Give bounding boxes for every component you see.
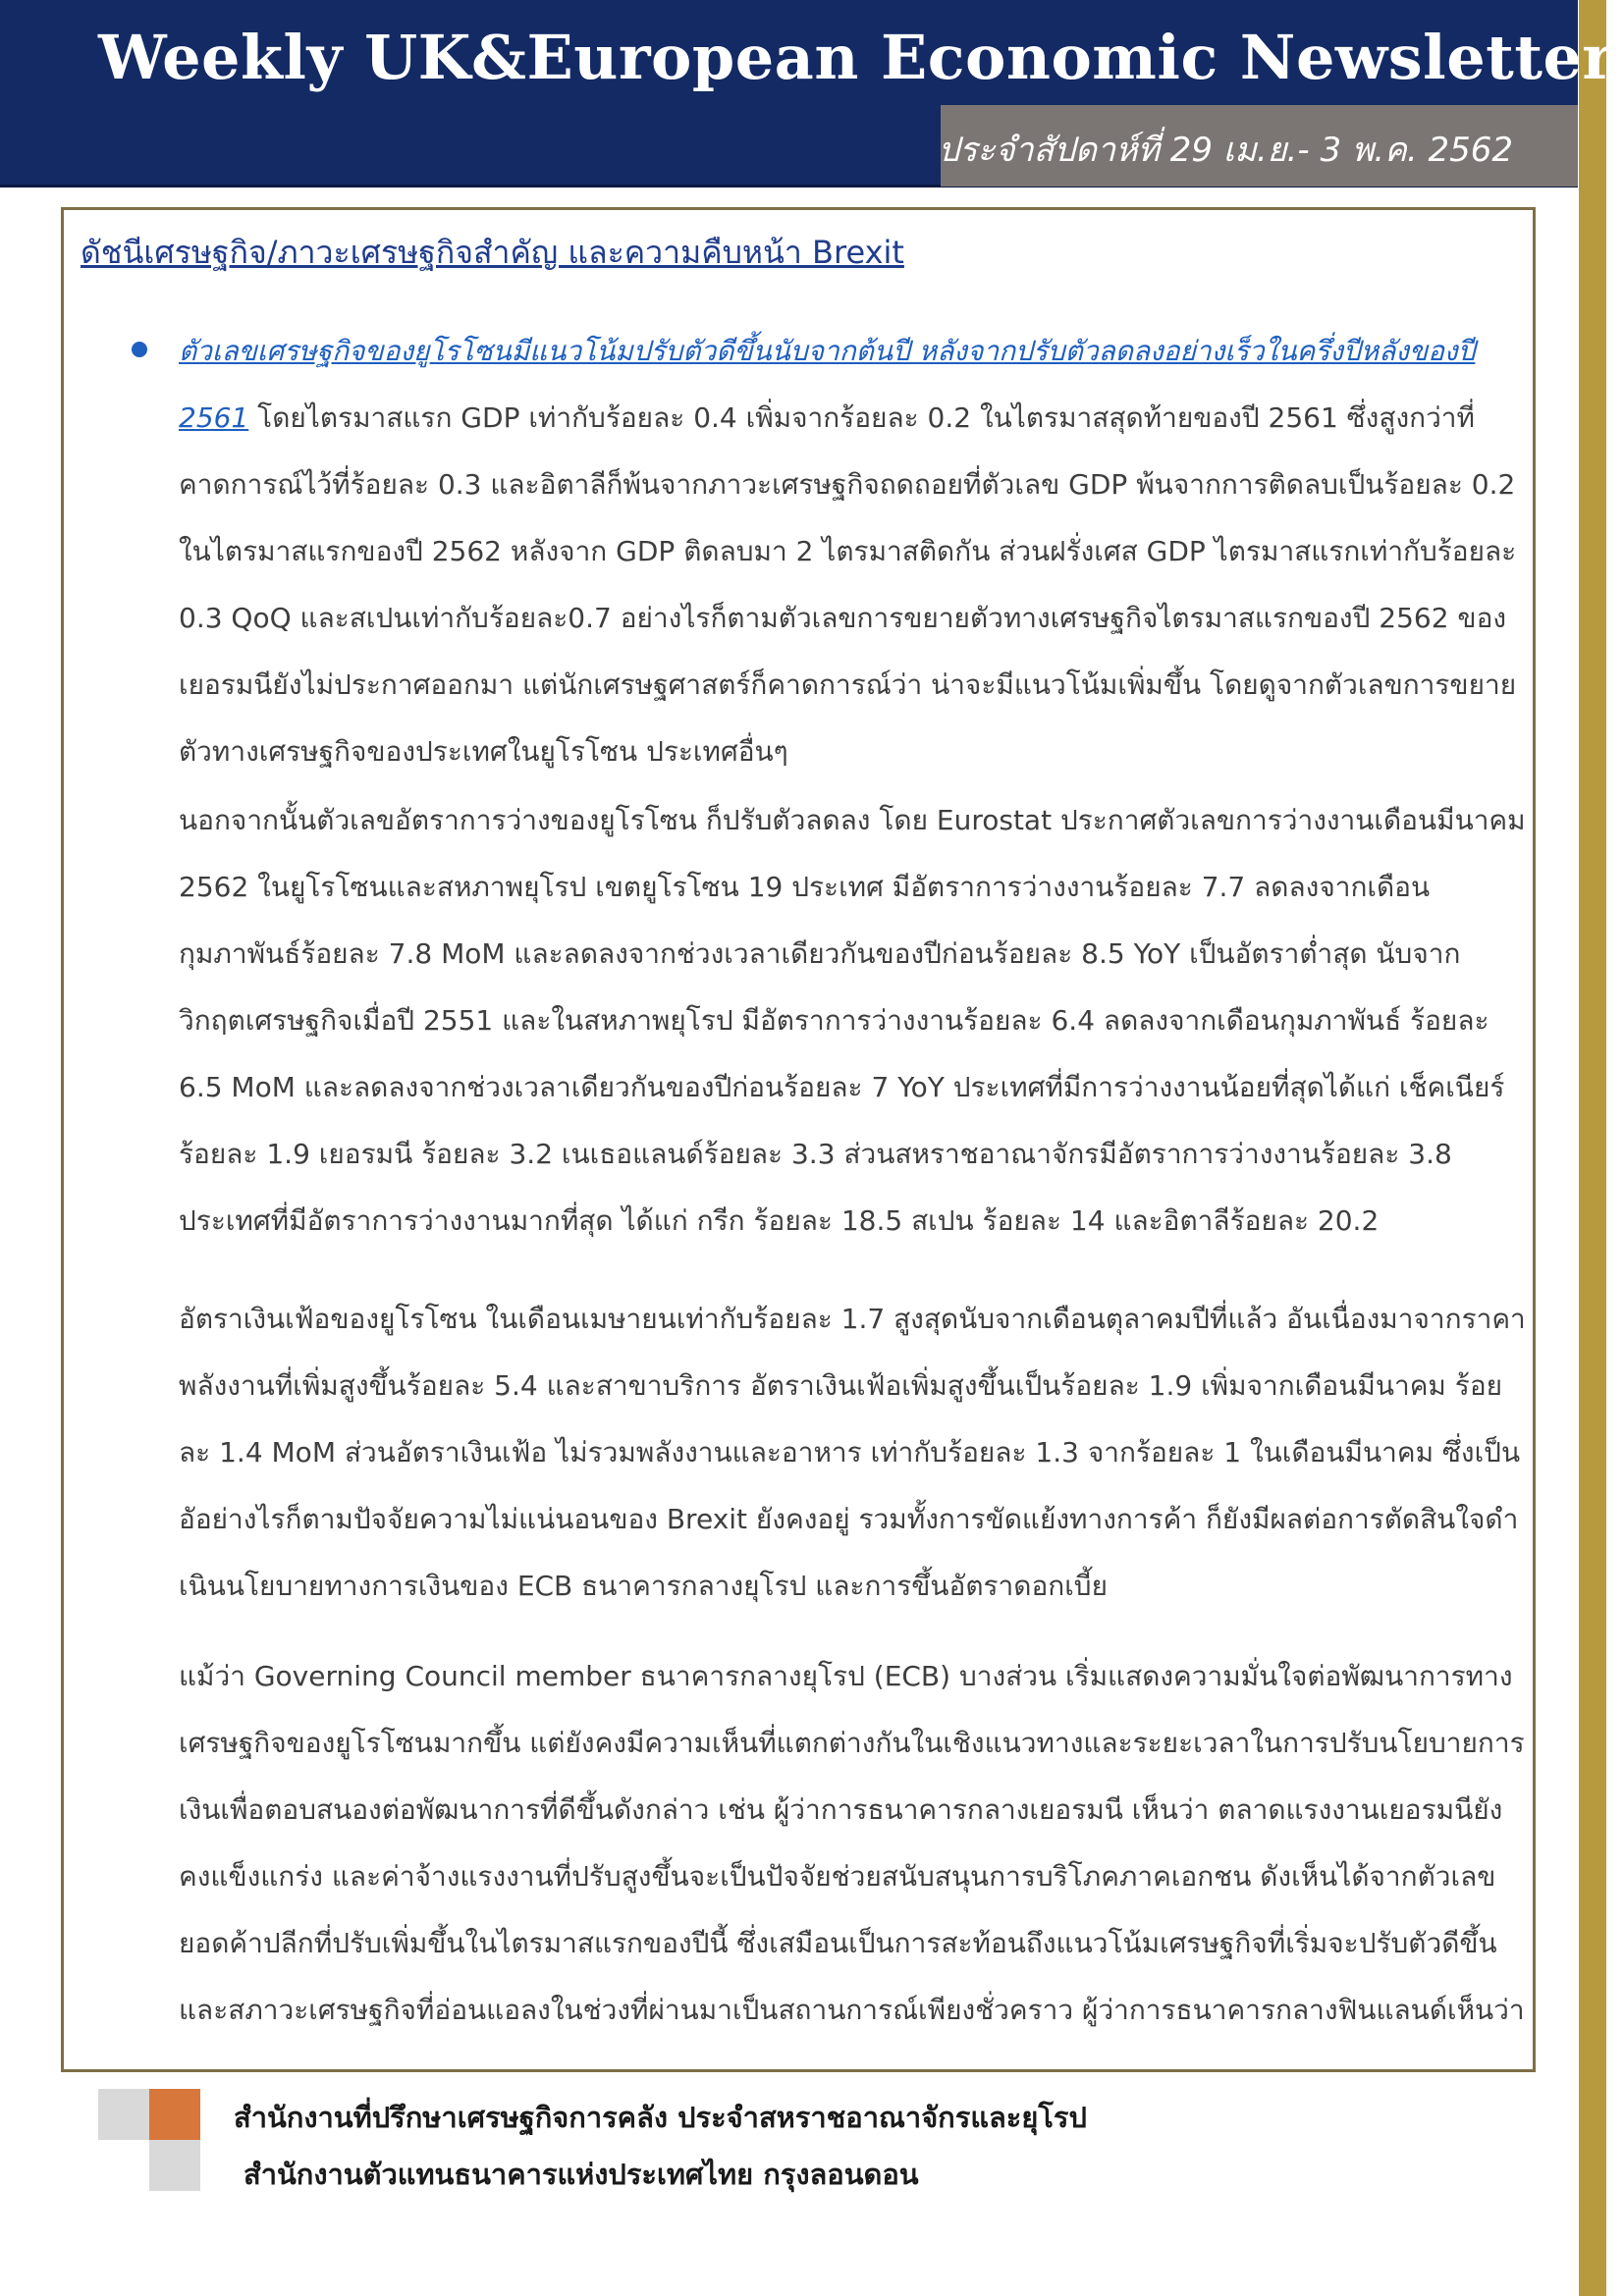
paragraph-inflation: อัตราเงินเฟ้อของยูโรโซน ในเดือนเมษายนเท่ากับร้อยละ 1.7 สูงสุดนับจากเดือนตุลาคมปีที่แล้ว อันเนื่องมาจากราคาพลังงานที่เพิ่มสูงขึ้นร้อยละ 5.4 และสาขาบริการ อัตราเงินเฟ้อเพิ่มสูงขึ้นเป็นร้อยละ 1.9 เพิ่มจากเดือนมีนาคม ร้อยละ 1.4 MoM ส่วนอัตราเงินเฟ้อ ไม่รวมพลังงานและอาหาร เท่ากับร้อยละ 1.3 จากร้อยละ 1 ในเดือนมีนาคม ซึ่งเป็นอัอย่างไรก็ตามปัจจัยความไม่แน่นอนของ Brexit ยังคงอยู่ รวมทั้งการขัดแย้งทางการค้า ก็ยังมีผลต่อการตัดสินใจดำเนินนโยบายทางการเงินของ ECB ธนาคารกลางยุโรป และการขึ้นอัตราดอกเบี้ย xyxy=(179,1303,1526,1602)
date-range-box xyxy=(938,105,1578,187)
paragraph-ecb-council: แม้ว่า Governing Council member ธนาคารกลางยุโรป (ECB) บางส่วน เริ่มแสดงความมั่นใจต่อพัฒนาการทางเศรษฐกิจของยูโรโซนมากขึ้น แต่ยังคงมีความเห็นที่แตกต่างกันในเชิงแนวทางและระยะเวลาในการปรับนโยบายการเงินเพื่อตอบสนองต่อพัฒนาการที่ดีขึ้นดังกล่าว เช่น ผู้ว่าการธนาคารกลางเยอรมนี เห็นว่า ตลาดแรงงานเยอรมนียังคงแข็งแกร่ง และค่าจ้างแรงงานที่ปรับสูงขึ้นจะเป็นปัจจัยช่วยสนับสนุนการบริโภคภาคเอกชน ดังเห็นได้จากตัวเลขยอดค้าปลีกที่ปรับเพิ่มขึ้นในไตรมาสแรกของปีนี้ ซึ่งเสมือนเป็นการสะท้อนถึงแนวโน้มเศรษฐกิจที่เริ่มจะปรับตัวดีขึ้น และสภาวะเศรษฐกิจที่อ่อนแอลงในช่วงที่ผ่านมาเป็นสถานการณ์เพียงชั่วคราว ผู้ว่าการธนาคารกลางฟินแลนด์เห็นว่า xyxy=(179,1660,1525,2026)
newsletter-title: Weekly UK&European Economic Newsletter xyxy=(98,22,1615,93)
footer-office-line-2: สำนักงานตัวแทนธนาคารแห่งประเทศไทย กรุงลอนดอน xyxy=(244,2158,919,2191)
paragraph-gdp xyxy=(179,318,1526,785)
paragraph-unemployment: นอกจากนั้นตัวเลขอัตราการว่างของยูโรโซน ก็ปรับตัวลดลง โดย Eurostat ประกาศตัวเลขการว่างงานเดือนมีนาคม 2562 ในยูโรโซนและสหภาพยุโรป เขตยูโรโซน 19 ประเทศ มีอัตราการว่างงานร้อยละ 7.7 ลดลงจากเดือนกุมภาพันธ์ร้อยละ 7.8 MoM และลดลงจากช่วงเวลาเดียวกันของปีก่อนร้อยละ 8.5 YoY เป็นอัตราต่ำสุด นับจาก วิกฤตเศรษฐกิจเมื่อปี 2551 และในสหภาพยุโรป มีอัตราการว่างงานร้อยละ 6.4 ลดลงจากเดือนกุมภาพันธ์ ร้อยละ 6.5 MoM และลดลงจากช่วงเวลาเดียวกันของปีก่อนร้อยละ 7 YoY ประเทศที่มีการว่างงานน้อยที่สุดได้แก่ เช็คเนียร์ ร้อยละ 1.9 เยอรมนี ร้อยละ 3.2 เนเธอแลนด์ร้อยละ 3.3 ส่วนสหราชอาณาจักรมีอัตราการว่างงานร้อยละ 3.8 ประเทศที่มีอัตราการว่างงานมากที่สุด ได้แก่ กรีก ร้อยละ 18.5 สเปน ร้อยละ 14 และอิตาลีร้อยละ 20.2 xyxy=(179,804,1526,1237)
section-heading-link[interactable]: ดัชนีเศรษฐกิจ/ภาวะเศรษฐกิจสำคัญ และความคืบหน้า Brexit xyxy=(81,234,904,271)
footer-gray-square xyxy=(98,2089,149,2140)
bullet-icon xyxy=(132,342,147,357)
footer-gray-square-lower xyxy=(149,2140,200,2191)
date-range-text: ประจำสัปดาห์ที่ 29 เม.ย.- 3 พ.ค. 2562 xyxy=(938,131,1513,170)
paragraph-gdp-lead-link[interactable]: ตัวเลขเศรษฐกิจของยูโรโซนมีแนวโน้มปรับตัวดีขึ้นนับจากต้นปี หลังจากปรับตัวลดลงอย่างเร็วในครึ่งปีหลังของปี 2561 xyxy=(179,335,1476,434)
footer-office-line-1: สำนักงานที่ปรึกษาเศรษฐกิจการคลัง ประจำสหราชอาณาจักรและยุโรป xyxy=(234,2101,1087,2134)
footer-orange-square xyxy=(149,2089,200,2140)
paragraph-gdp-body: โดยไตรมาสแรก GDP เท่ากับร้อยละ 0.4 เพิ่มจากร้อยละ 0.2 ในไตรมาสสุดท้ายของปี 2561 ซึ่งสูงกว่าที่คาดการณ์ไว้ที่ร้อยละ 0.3 และอิตาลีก็พ้นจากภาวะเศรษฐกิจถดถอยที่ตัวเลข GDP พ้นจากการติดลบเป็นร้อยละ 0.2 ในไตรมาสแรกของปี 2562 หลังจาก GDP ติดลบมา 2 ไตรมาสติดกัน ส่วนฝรั่งเศส GDP ไตรมาสแรกเท่ากับร้อยละ 0.3 QoQ และสเปนเท่ากับร้อยละ0.7 อย่างไรก็ตามตัวเลขการขยายตัวทางเศรษฐกิจไตรมาสแรกของปี 2562 ของเยอรมนียังไม่ประกาศออกมา แต่นักเศรษฐศาสตร์ก็คาดการณ์ว่า น่าจะมีแนวโน้มเพิ่มขึ้น โดยดูจากตัวเลขการขยายตัวทางเศรษฐกิจของประเทศในยูโรโซน ประเทศอื่นๆ xyxy=(179,401,1517,768)
right-gold-accent-bar xyxy=(1579,0,1606,2296)
